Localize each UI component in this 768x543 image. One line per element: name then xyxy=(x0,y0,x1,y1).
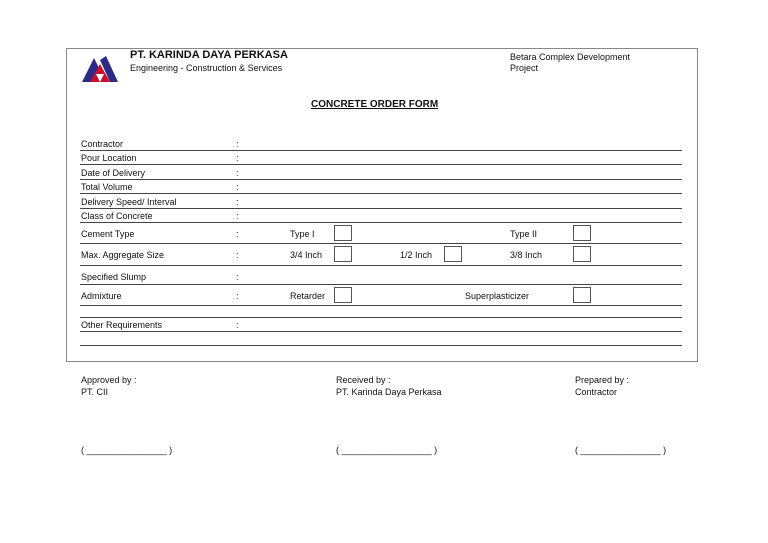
specified-slump-label: Specified Slump xyxy=(81,272,147,282)
date-of-delivery-line xyxy=(80,179,682,180)
received-by-label: Received by : xyxy=(336,375,391,385)
prepared-by-party: Contractor xyxy=(575,387,618,397)
agg-34-checkbox[interactable] xyxy=(334,246,352,262)
prepared-signature-line: ( ________________ ) xyxy=(575,445,667,455)
other-requirements-line xyxy=(80,331,682,332)
class-of-concrete-line xyxy=(80,222,682,223)
specified-slump-line xyxy=(80,284,682,285)
contractor-label: Contractor xyxy=(81,139,124,149)
approved-signature-line: ( ________________ ) xyxy=(81,445,173,455)
separator: : xyxy=(236,153,239,163)
date-of-delivery-label: Date of Delivery xyxy=(81,168,146,178)
delivery-speed-line xyxy=(80,208,682,209)
other-requirements-label: Other Requirements xyxy=(81,320,163,330)
admixture-label: Admixture xyxy=(81,291,122,301)
max-aggregate-size-label: Max. Aggregate Size xyxy=(81,250,165,260)
cement-type-label: Cement Type xyxy=(81,229,135,239)
separator: : xyxy=(236,291,239,301)
pour-location-label: Pour Location xyxy=(81,153,137,163)
prepared-by-label: Prepared by : xyxy=(575,375,630,385)
received-signature-line: ( __________________ ) xyxy=(336,445,438,455)
company-name: PT. KARINDA DAYA PERKASA xyxy=(130,49,288,61)
agg-12-label: 1/2 Inch xyxy=(400,250,433,260)
separator: : xyxy=(236,211,239,221)
admixture-line xyxy=(80,305,682,306)
received-by-party: PT. Karinda Daya Perkasa xyxy=(336,387,442,397)
type2-label: Type II xyxy=(510,229,538,239)
agg-38-checkbox[interactable] xyxy=(573,246,591,262)
separator: : xyxy=(236,182,239,192)
pour-location-line xyxy=(80,164,682,165)
project-name-suffix: Project xyxy=(510,63,539,73)
other-requirements-extra-line xyxy=(80,345,682,346)
separator: : xyxy=(236,272,239,282)
max-aggregate-line xyxy=(80,265,682,266)
total-volume-line xyxy=(80,193,682,194)
type2-checkbox[interactable] xyxy=(573,225,591,241)
separator: : xyxy=(236,250,239,260)
agg-34-label: 3/4 Inch xyxy=(290,250,323,260)
class-of-concrete-label: Class of Concrete xyxy=(81,211,153,221)
cement-type-line xyxy=(80,243,682,244)
retarder-checkbox[interactable] xyxy=(334,287,352,303)
type1-label: Type I xyxy=(290,229,315,239)
separator: : xyxy=(236,197,239,207)
form-title: CONCRETE ORDER FORM xyxy=(311,99,439,110)
project-name: Betara Complex Development xyxy=(510,52,631,62)
superplasticizer-label: Superplasticizer xyxy=(465,291,530,301)
separator: : xyxy=(236,168,239,178)
approved-by-party: PT. CII xyxy=(81,387,109,397)
separator: : xyxy=(236,320,239,330)
company-logo-icon xyxy=(80,52,120,84)
type1-checkbox[interactable] xyxy=(334,225,352,241)
agg-12-checkbox[interactable] xyxy=(444,246,462,262)
retarder-label: Retarder xyxy=(290,291,326,301)
separator: : xyxy=(236,229,239,239)
contractor-line xyxy=(80,150,682,151)
separator: : xyxy=(236,139,239,149)
agg-38-label: 3/8 Inch xyxy=(510,250,543,260)
total-volume-label: Total Volume xyxy=(81,182,133,192)
superplasticizer-checkbox[interactable] xyxy=(573,287,591,303)
company-tagline: Engineering - Construction & Services xyxy=(130,63,283,73)
approved-by-label: Approved by : xyxy=(81,375,137,385)
delivery-speed-label: Delivery Speed/ Interval xyxy=(81,197,177,207)
other-requirements-top-line xyxy=(80,317,682,318)
